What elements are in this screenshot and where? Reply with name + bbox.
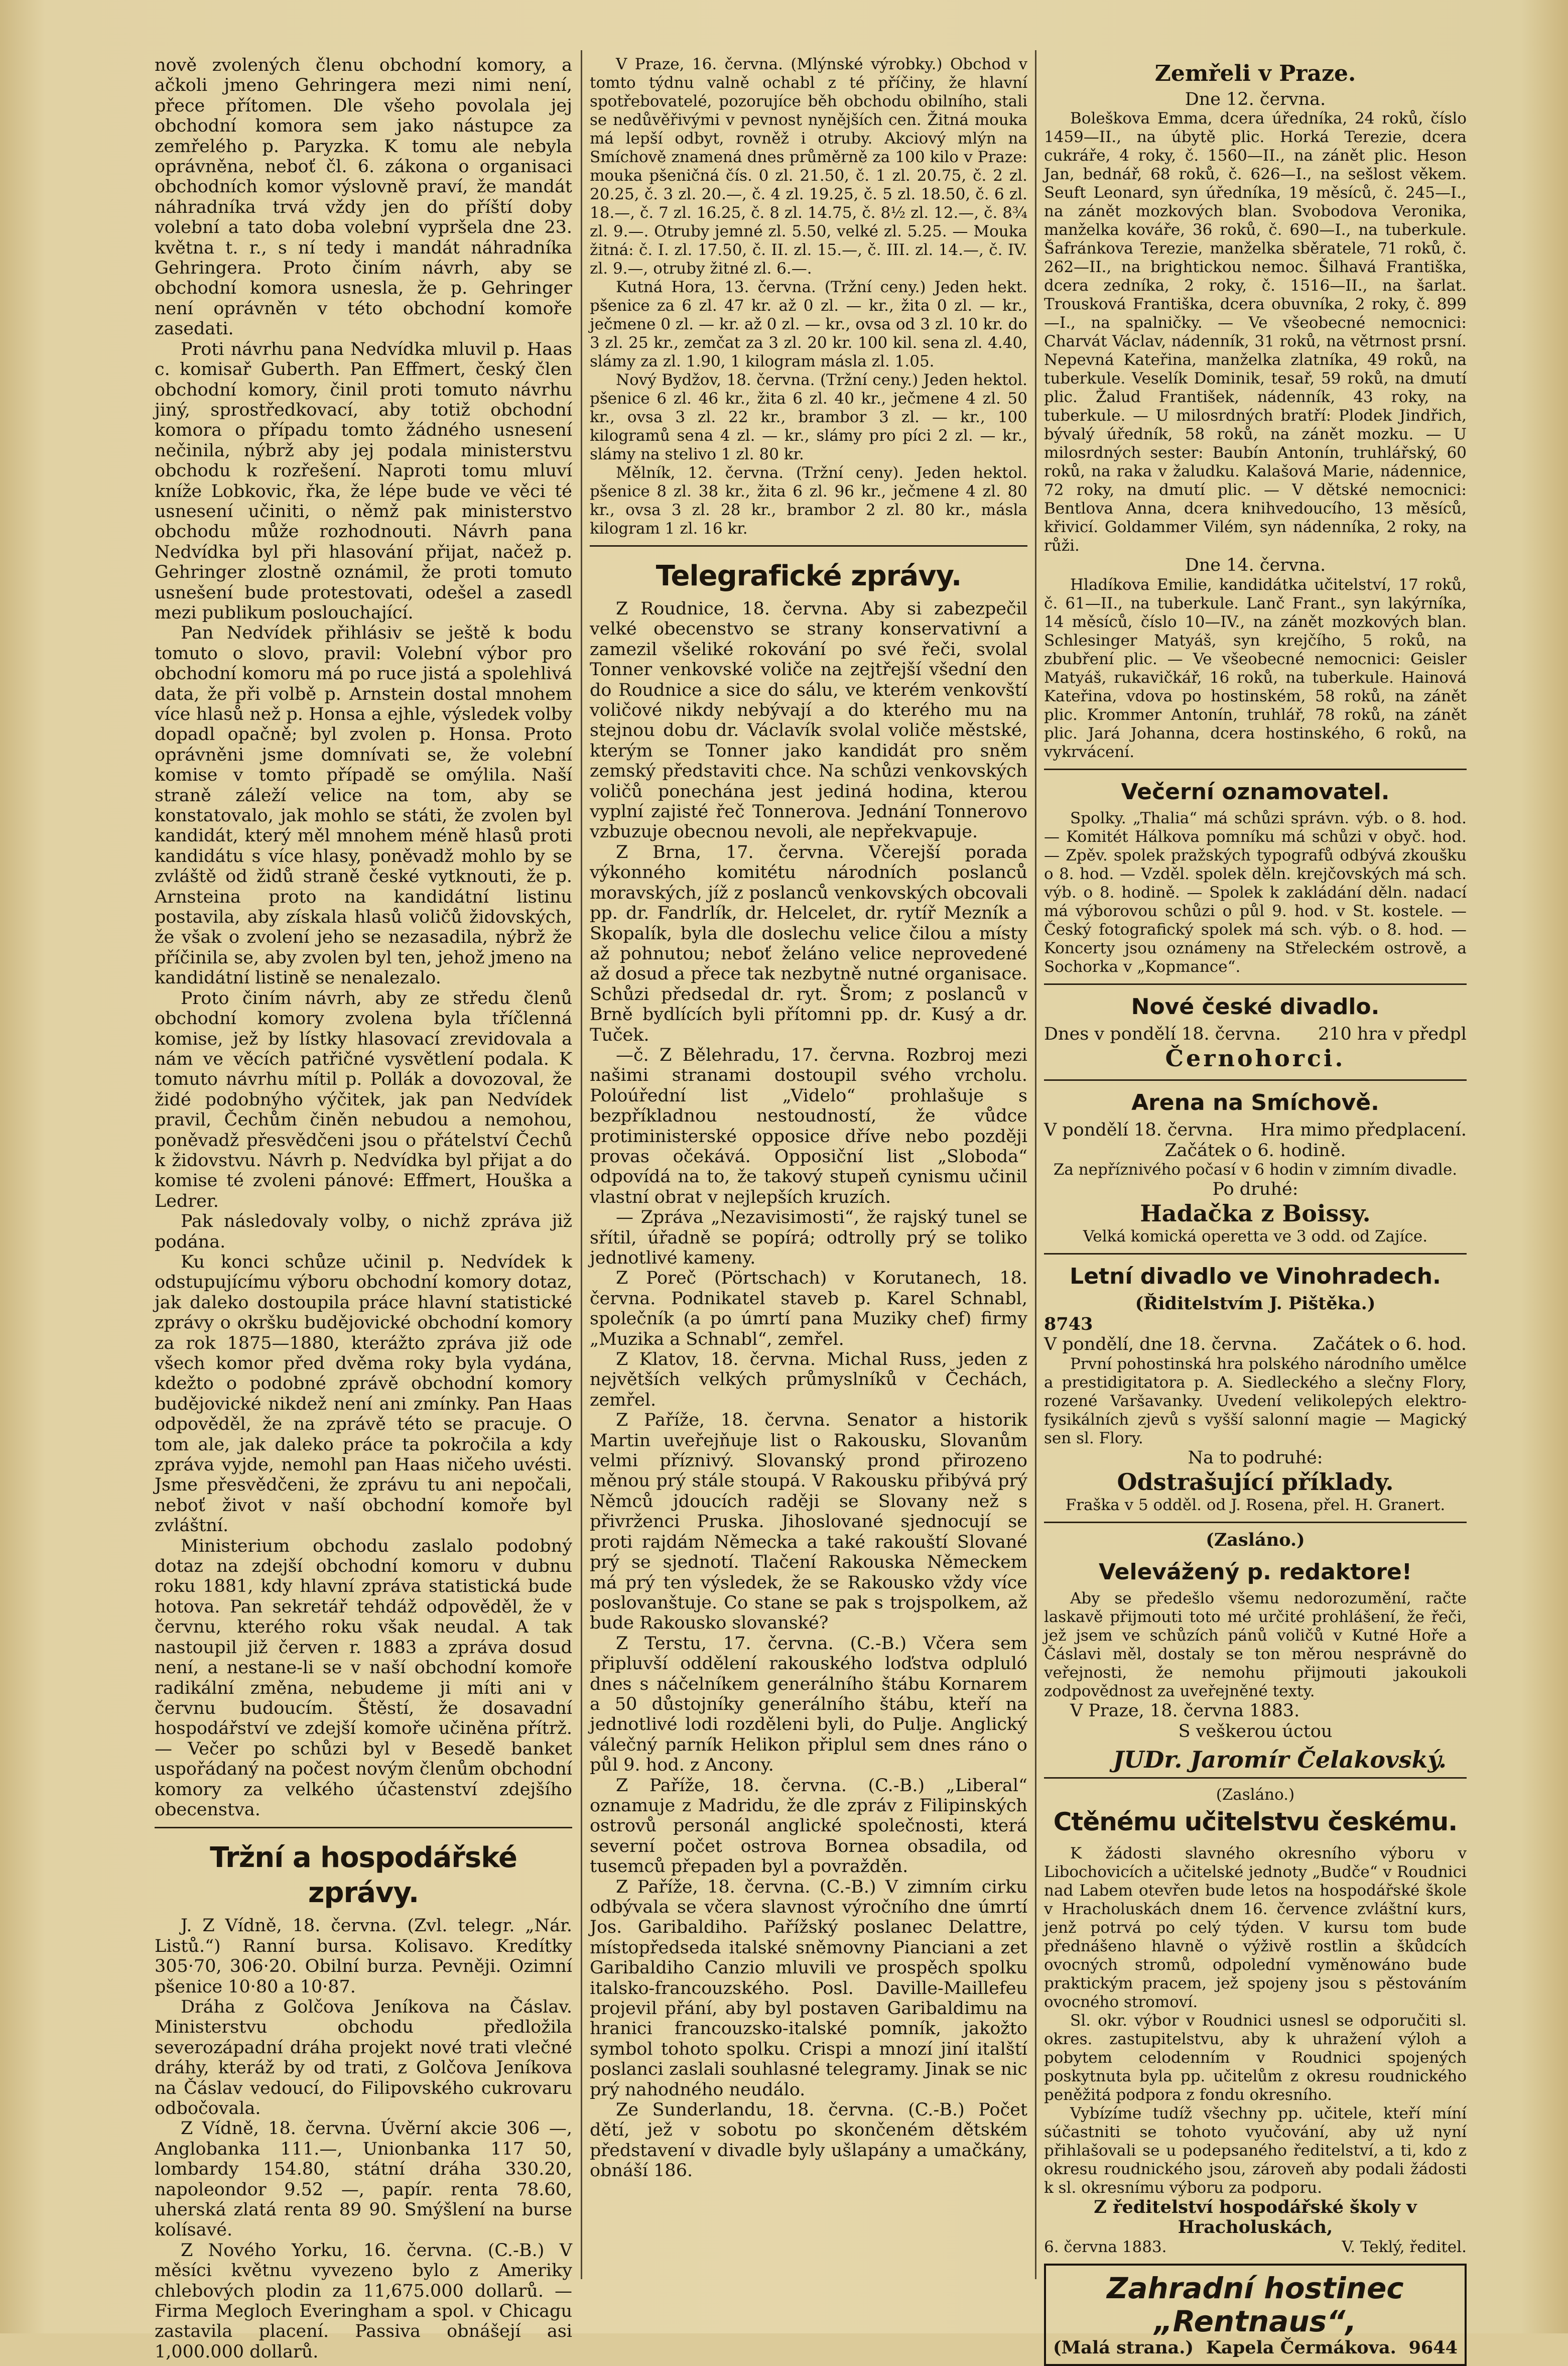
notice-text: Vybízíme tudíž všechny pp. učitele, kteří míní súčastniti se tohoto vyučování, aby už nyní přihlašovali se u podepsaného ředitelství, a ti, kdo z okresu roudnického jsou, zároveň aby podali žádosti k sl. okresnímu výboru za podporu. — [1044, 2104, 1467, 2197]
article-paragraph: Ku konci schůze učinil p. Nedvídek k odstupujícímu výboru obchodní komory dotaz, jak daleko dostoupila práce hlavní statistické zprávy o okršku budějovické obchodní komory za rok 1875—1880, kterážto zpráva již ode všech komor před dvěma roky byla vydána, kdežto o podobné zprávě obchodní komory budějovické nikdež není ani zmínky. Pan Haas odpověděl, že na zprávě této se pracuje. O tom ale, jak daleko práce ta pokročila a kdy zpráva vyjde, nemohl pan Haas ničeho uvésti. Jsme přesvědčeni, že zprávu tu ani nepočali, neboť život v naší obchodní komoře byl zvláštní. — [155, 1252, 572, 1536]
section-heading-evening: Večerní oznamovatel. — [1121, 779, 1390, 805]
column-rule — [581, 50, 582, 2279]
play-title: Černohorci. — [1165, 1045, 1346, 1072]
date-line: Dne 12. června. — [1185, 89, 1326, 109]
theatre-date: V pondělí 18. června. — [1044, 1120, 1234, 1141]
section-heading-deaths: Zemřeli v Praze. — [1154, 61, 1356, 86]
telegraph-item: Z Klatov, 18. června. Michal Russ, jeden z největších velkých průmyslníků v Čechách, zemřel. — [590, 1349, 1027, 1410]
signature: JUDr. Jaromír Čelakovský. — [1113, 1746, 1447, 1774]
grain-report: V Praze, 16. června. (Mlýnské výrobky.) Obchod v tomto týdnu valně ochabl z té příčiny, že hlavní spotřebovatelé, pozorujíce běh obchodu obilního, stali se nedůvěřivými v pevnost nynějších cen. Žitná mouka má lepší odbyt, rovněž i otruby. Akciový mlýn na Smíchově znamená dnes průměrně za 100 kilo v Praze: mouka pšeničná čís. 0 zl. 21.50, č. 1 zl. 20.75, č. 2 zl. 20.25, č. 3 zl. 20.—, č. 4 zl. 19.25, č. 5 zl. 18.50, č. 6 zl. 18.—, č. 7 zl. 16.25, č. 8 zl. 14.75, č. 8½ zl. 12.—, č. 8¾ zl. 9.—. Otruby jemné zl. 5.50, velké zl. 5.25. — Mouka žitná: č. I. zl. 17.50, č. II. zl. 15.—, č. III. zl. 14.—, č. IV. zl. 9.—, otruby žitné zl. 6.—. — [590, 55, 1027, 278]
article-paragraph: Proti návrhu pana Nedvídka mluvil p. Haas c. komisař Guberth. Pan Effmert, český člen obchodní komory, činil proti tomuto návrhu jiný, sprostředkovací, aby totiž obchodní komora o případu tomto žádného usnesení nečinila, nýbrž aby jej podala ministerstvu obchodu k rozřešení. Naproti tomu mluví kníže Lobkovic, řka, že lépe bude ve věci té usnesení učiniti, o němž pak ministerstvo obchodu může rozhodnouti. Návrh pana Nedvídka byl při hlasování přijat, načež p. Gehringer zlostně oznámil, že proti tomuto usnešení bude protestovati, odešel a zasedl mezi publikum poslouchající. — [155, 339, 572, 623]
start-time: Začátek o 6. hodině. — [1164, 1140, 1346, 1161]
market-item: J. Z Vídně, 18. června. (Zvl. telegr. „Nár. Listů.“) Ranní bursa. Kolisavo. Kredítky 305·70, 306·20. Obilní burza. Pevněji. Ozimní pšenice 10·80 a 10·87. — [155, 1916, 572, 1997]
play-description: Fraška v 5 odděl. od J. Rosena, přel. H. Granert. — [1065, 1496, 1446, 1515]
ad-number: 9644 — [1408, 2337, 1458, 2358]
column-rule — [1035, 50, 1036, 2279]
section-divider — [155, 1827, 572, 1828]
article-paragraph: Ministerium obchodu zaslalo podobný dotaz na zdejší obchodní komoru v dubnu roku 1881, kdy hlavní zpráva statistická bude hotova. Pan sekretář tehdáž odpověděl, že v červnu, kterého roku však neudal. A tak nastoupil již červen r. 1883 a zpráva dosud není, a nestane-li se v naší obchodní komoře radikální změna, nebudeme ji míti ani v červnu budoucím. Štěstí, že dosavadní hospodářství ve zdejší komoře učiněna přítrž. — Večer po schůzi byl v Besedě banket uspořádaný na počest novým členům obchodní komory za velkého účastenství zdejšího obecenstva. — [155, 1536, 572, 1820]
performance-text: První pohostinská hra polského národního umělce a prestidigitatora p. A. Siedleckého a slečny Flory, rozené Varšavanky. Uvedení velikolepých elektro-fysikálních zjevů s vyšší salonní magie — Magický sen sl. Flory. — [1044, 1354, 1467, 1447]
market-item: Z Vídně, 18. června. Úvěrní akcie 306 —, Anglobanka 111.—, Unionbanka 117 50, lombardy 154.80, státní dráha 330.20, napoleondor 9.52 —, papír. renta 78.60, uherská zlatá renta 89 90. Smýšlení na burse kolísavé. — [155, 2119, 572, 2240]
play-title: Odstrašující příklady. — [1117, 1468, 1394, 1496]
article-paragraph: Pan Nedvídek přihlásiv se ještě k bodu tomuto o slovo, pravil: Volební výbor pro obchodní komoru má po ruce jistá a spolehlivá data, že při volbě p. Arnstein dostal mnohem více hlasů než p. Honsa a ejhle, výsledek volby dopadl opačně; byl zvolen p. Honsa. Proto oprávněni jsme domnívati se, že volební komise v tomto případě se omýlila. Naší straně záleží velice na tom, aby se konstatovalo, jak mohlo se státi, že zvolen byl kandidát, který měl mnohem méně hlasů proti kandidátu s více hlasy, poněvadž mohlo by se zvláště od židů straně české vytknouti, že p. Arnsteina proto na kandidátní listinu postavila, aby získala hlasů voličů židovských, že však o zvolení jeho se nezasadila, nýbrž že příčinila se, aby zvolen byl ten, jehož jmeno na kandidátní listině se nenalezalo. — [155, 623, 572, 988]
theatre-date: V pondělí, dne 18. června. — [1044, 1334, 1278, 1355]
theatre-date-row — [1044, 1120, 1467, 1140]
rain-note: Za nepříznivého počasí v 6 hodin v zimním divadle. — [1053, 1161, 1458, 1179]
section-divider — [1044, 1253, 1467, 1255]
ad-number: 8743 — [1044, 1313, 1093, 1334]
letter-text: Aby se předešlo všemu nedorozumění, račte laskavě přijmouti toto mé určité prohlášení, že řeči, jež jsem ve schůzích pánů voličů v Kutné Hoře a Čáslavi měl, dostaly se ton měrou nesprávně do veřejnosti, že nemohu přijmouti jakoukoli zodpovědnost za uveřejněné texty. — [1044, 1589, 1467, 1701]
section-divider — [590, 545, 1027, 547]
ad-band: Kapela Čermákova. — [1206, 2337, 1396, 2358]
theatre-number: 210 hra v předpl — [1318, 1024, 1467, 1044]
theatre-heading: Arena na Smíchově. — [1131, 1090, 1379, 1116]
telegraph-item: Z Brna, 17. června. Včerejší porada výkonného komitétu národních poslanců moravských, jíž z poslanců venkovských obcovali pp. dr. Fandrlík, dr. Helcelet, dr. rytíř Mezník a Skopalík, byla dle doslechu velice čilou a místy až pohnutou; neboť želáno velice neprovedené až dosud a přece tak nezbytně nutné organisace. Schůzi předsedal dr. ryt. Šrom; z poslanců v Brně bydlících byli přítomni pp. dr. Kusý a dr. Tuček. — [590, 842, 1027, 1045]
theatre-note: Hra mimo předplacení. — [1260, 1120, 1467, 1141]
column-middle — [590, 55, 1027, 2274]
article-paragraph: nově zvolených členu obchodní komory, a ačkoli jmeno Gehringera mezi nimi není, přece přítomen. Dle všeho povolala jej obchodní komora sem jako nástupce za zemřelého p. Paryzka. K tomu ale nebyla oprávněna, neboť čl. 6. zákona o organisaci obchodních komor výslovně praví, že mandát náhradníka trvá vždy jen do příští doby volební a tato doba volební vypršela dne 23. května t. r., s ní tedy i mandát náhradníka Gehringera. Proto činím návrh, aby se obchodní komora usnesla, že p. Gehringer není oprávněn v této obchodní komoře zasedati. — [155, 55, 572, 339]
notice-footer — [1044, 2238, 1467, 2257]
performance-note: Po druhé: — [1212, 1179, 1298, 1200]
article-paragraph: Proto činím návrh, aby ze středu členů obchodní komory zvolena byla tříčlenná komise, jež by lístky hlasovací zrevidovala a nám ve věcích patřičné vysvětlení podala. K tomuto návrhu mítil p. Pollák a dovozoval, že židé podobnýho výčitek, jak pan Nedvídek pravil, Čechům činěn nebudou a nemohou, poněvadž přesvědčeni jsou o přátelství Čechů k židovstvu. Návrh p. Nedvídka byl přijat a do komise té zvoleni pánové: Effmert, Houška a Ledrer. — [155, 988, 572, 1211]
grain-report: Mělník, 12. června. (Tržní ceny). Jeden hektol. pšenice 8 zl. 38 kr., žita 6 zl. 96 kr., ječmene 4 zl. 80 kr., ovsa 3 zl. 28 kr., brambor 2 zl. 80 kr., másla kilogram 1 zl. 16 kr. — [590, 464, 1027, 538]
death-notices: Boleškova Emma, dcera úředníka, 24 roků, číslo 1459—II., na úbytě plic. Horká Terezie, dcera cukráře, 4 roky, č. 1560—II., na zánět plic. Heson Jan, bednář, 68 roků, č. 626—I., na sešlost věkem. Seuft Leonard, syn úředníka, 19 měsíců, č. 245—I., na zánět mozkových blan. Svobodova Veronika, manželka kováře, 36 roků, č. 690—I., na tuberkule. Šafránkova Terezie, manželka sběratele, 71 roků, č. 262—II., na brightickou nemoc. Šilhavá Františka, dcera zedníka, 2 roky, č. 1516—II., na šarlat. Trousková Františka, dcera obuvníka, 2 roky, č. 899—I., na spalničky. — Ve všeobecné nemocnici: Charvát Václav, nádenník, 31 roků, na větrnost prsní. Nepevná Kateřina, manželka zlatníka, 49 roků, na tuberkule. Veselík Dominik, tesař, 59 roků, na dmutí plic. Žalud František, nádenník, 43 roky, na tuberkule. — U milosrdných bratří: Plodek Jindřich, bývalý úředník, 58 roků, na zánět mozku. — U milosrdných sester: Baubín Antonín, truhlářský, 60 roků, na raka v žaludku. Kalašová Marie, nádennice, 72 roky, na dmutí plic. — V dětské nemocnici: Bentlova Anna, dcera knihvedoucího, 13 měsíců, křivicí. Goldammer Vilém, syn nádenníka, 2 roky, na růži. — [1044, 109, 1467, 555]
section-heading-market: Tržní a hospodářské zprávy. — [210, 1841, 517, 1910]
section-divider — [1044, 1777, 1467, 1779]
theatre-date: Dnes v pondělí 18. června. — [1044, 1024, 1281, 1044]
sent-in-label: (Zasláno.) — [1206, 1530, 1305, 1551]
telegraph-item: Z Terstu, 17. června. (C.-B.) Včera sem připluvší oddělení rakouského loďstva odpluló dnes s náčelníkem generálního štábu Kornarem a 50 důstojníky generálního štábu, kteří na jednotlivé lodi rozděleni byli, do Pulje. Anglický válečný parník Helikon připlul sem dnes ráno o půl 9. hod. z Ancony. — [590, 1633, 1027, 1776]
performance-note: Na to podruhé: — [1188, 1447, 1323, 1468]
notice-heading: Ctěnému učitelstvu českému. — [1053, 1807, 1458, 1836]
section-divider — [1044, 1522, 1467, 1523]
telegraph-item: Z Paříže, 18. června. Senator a historik Martin uveřejňuje list o Rakousku, Slovanům velmi příznivý. Slovanský prond přirozeno měnou prý stále stoupá. V Rakousku přibývá prý Němců jdoucích raději se Slovany než s přivrženci Pruska. Jihoslované sjednocují se proti rajdám Německa a také rakouští Slované prý se sjednotí. Tlačení Rakouska Německem má prý ten výsledek, že se Rakousko vždy více poslovanštuje. Co stane se pak s trojspolkem, až bude Rakousko slovanské? — [590, 1410, 1027, 1634]
restaurant-ad — [1044, 2264, 1467, 2366]
letter-greeting: S veškerou úctou — [1178, 1721, 1333, 1741]
notice-text: K žádosti slavného okresního výboru v Libochovicích a učitelské jednoty „Budče“ v Roudnici nad Labem otevřen bude letos na hospodářské škole v Hracholuskách dnem 16. července zvláštní kurs, jenž potrvá po celý týden. V kursu tom bude přednášeno hlavně o výživě rostlin a škůdcích ovocných stromů, odpolední vyměnowáno bude praktickým pracem, jež spojeny jsou s pěstováním ovocného stromoví. — [1044, 1844, 1467, 2011]
telegraph-item: Z Paříže, 18. června. (C.-B.) V zimním cirku odbývala se včera slavnost výročního dne úmrtí Jos. Garibaldiho. Pařížský poslanec Delattre, místopředseda italské sněmovny Pianciani a zet Garibaldiho Canzio mluvili ve prospěch spolku italsko-francouzského. Posl. Daville-Maillefeu projevil přání, aby byl postaven Garibaldimu na hranici francouzsko-italské pomník, jakožto symbol tohoto spolku. Crispi a mnozí jiní italští poslanci zaslali souhlasné telegramy. Jinak se nic prý nahodného neudálo. — [590, 1877, 1027, 2100]
notice-signer: Z ředitelství hospodářské školy v Hracholuskách, — [1094, 2196, 1417, 2238]
section-divider — [1044, 1079, 1467, 1081]
notice-name: V. Teklý, ředitel. — [1342, 2237, 1467, 2256]
section-divider — [1044, 983, 1467, 985]
sent-in-label: (Zasláno.) — [1216, 1785, 1295, 1804]
theatre-heading: Letní divadlo ve Vinohradech. — [1070, 1264, 1441, 1290]
start-time: Začátek o 6. hod. — [1313, 1334, 1467, 1355]
telegraph-item: — Zpráva „Nezavisimosti“, že rajský tunel se sřítil, úřadně se popírá; odtrolly prý se toliko jednotlivé kameny. — [590, 1207, 1027, 1268]
theatre-date-row — [1044, 1334, 1467, 1354]
telegraph-item: —č. Z Bělehradu, 17. června. Rozbroj mezi našimi stranami dostoupil svého vrcholu. Poloúřední list „Videlo“ prohlašuje s bezpříkladnou nestoudností, že vůdce protiministerské opposice dříve nebo později provas očekává. Opposiční list „Sloboda“ odpovídá na to, že takový stupeň cynismu učinil vlastní obrat v nejlepších kruzích. — [590, 1045, 1027, 1207]
theatre-date-row — [1044, 1024, 1467, 1044]
theatre-heading: Nové české divadlo. — [1131, 993, 1380, 1020]
notice-text: Sl. okr. výbor v Roudnici usnesl se odporučiti sl. okres. zastupitelstvu, aby k uhražení výloh a pobytem celodenním v Roudnici spojených poskytnuta byla pp. učitelům z okresu roudnického peněžitá podpora z fondu okresního. — [1044, 2011, 1467, 2104]
telegraph-item: Ze Sunderlandu, 18. června. (C.-B.) Počet dětí, jež v sobotu po skončeném dětském představení v divadle byly ušlapány a umačkány, obnáší 186. — [590, 2100, 1027, 2181]
notice-date: 6. června 1883. — [1044, 2237, 1167, 2256]
section-divider — [1044, 769, 1467, 770]
letter-heading: Velevážený p. redaktore! — [1099, 1559, 1412, 1585]
telegraph-item: Z Roudnice, 18. června. Aby si zabezpečil velké obecenstvo se strany konservativní a zamezil všeliké rokování po své řeči, svolal Tonner venkovské voliče na zejtřejší všední den do Roudnice a sice do sálu, ve kterém venkovští voličové nikdy nebývají a do kterého mu na stejnou dobu dr. Václavík svolal voliče městské, kterým se Tonner jako kandidát pro sněm zemský představiti chce. Na schůzi venkovských voličů ponechána jest jediná hodina, kterou vyplní zajisté řeč Tonnerova. Jednání Tonnerovo vzbuzuje obecnou nevoli, ale nepřekvapuje. — [590, 599, 1027, 842]
column-right — [1044, 55, 1467, 2358]
ad-footer — [1053, 2338, 1458, 2358]
market-item: Z Nového Yorku, 16. června. (C.-B.) V měsíci květnu vyvezeno bylo z Ameriky chlebových plodin za 11,675.000 dollarů. — Firma Megloch Everingham a spol. v Chicagu zastavila placení. Passiva obnášejí asi 1,000.000 dollarů. — [155, 2240, 572, 2362]
grain-report: Kutná Hora, 13. června. (Tržní ceny.) Jeden hekt. pšenice za 6 zl. 47 kr. až 0 zl. — kr., žita 0 zl. — kr., ječmene 0 zl. — kr. až 0 zl. — kr., ovsa od 3 zl. 10 kr. do 3 zl. 25 kr., zemčat za 3 zl. 20 kr. 100 kil. sena zl. 4.40, slámy za zl. 1.90, 1 kilogram másla zl. 1.05. — [590, 278, 1027, 370]
play-description: Velká komická operetta ve 3 odd. od Zajíce. — [1083, 1227, 1428, 1246]
theatre-direction: (Řiditelstvím J. Pištěka.) — [1135, 1293, 1376, 1314]
play-title: Hadačka z Boissy. — [1140, 1200, 1371, 1227]
death-notices: Hladíkova Emilie, kandidátka učitelství, 17 roků, č. 61—II., na tuberkule. Lanč Frant., syn lakýrníka, 14 měsíců, číslo 10—IV., na zánět mozkových blan. Schlesinger Matyáš, syn krejčího, 5 roků, na zbubření plic. — Ve všeobecné nemocnici: Geisler Matyáš, rukavičkář, 16 roků, na tuberkule. Hainová Kateřina, vdova po hostinském, 58 roků, na zánět plic. Krommer Antonín, truhlář, 78 roků, na zánět plic. Jará Johanna, dcera hostinského, 6 roků, na vykrvácení. — [1044, 575, 1467, 761]
evening-notices: Spolky. „Thalia“ má schůzi správn. výb. o 8. hod. — Komitét Hálkova pomníku má schůzi v obyč. hod. — Zpěv. spolek pražských typografů odbývá zkoušku o 8. hod. — Vzděl. spolek děln. krejčovských má sch. výb. o 8. hodině. — Spolek k zakládání děln. nadací má výborovou schůzi o půl 9. hod. v St. kostele. — Český fotografický spolek má sch. výb. o 8. hod. — Koncerty jsou oznámeny na Střeleckém ostrově, a Sochorka v „Kopmance“. — [1044, 809, 1467, 976]
grain-report: Nový Bydžov, 18. června. (Tržní ceny.) Jeden hektol. pšenice 6 zl. 46 kr., žita 6 zl. 40 kr., ječmene 4 zl. 50 kr., ovsa 3 zl. 22 kr., brambor 3 zl. — kr., 100 kilogramů sena 4 zl. — kr., slámy pro píci 2 zl. — kr., slámy na stelivo 1 zl. 80 kr. — [590, 371, 1027, 463]
telegraph-item: Z Paříže, 18. června. (C.-B.) „Liberal“ oznamuje z Madridu, že dle zpráv z Filipinských ostrovů personál anglické společnosti, která severní počet ostrova Bornea obsadila, od tusemců přepaden byl a povražděn. — [590, 1775, 1027, 1877]
letter-date: V Praze, 18. června 1883. — [1070, 1701, 1300, 1721]
ad-title: Zahradní hostinec „Rentnaus“, — [1107, 2271, 1404, 2338]
telegraph-item: Z Poreč (Pörtschach) v Korutanech, 18. června. Podnikatel staveb p. Karel Schnabl, společník (a po úmrtí pana Muziky chef) firmy „Muzika a Schnabl“, zemřel. — [590, 1268, 1027, 1349]
ad-location: (Malá strana.) — [1053, 2337, 1194, 2358]
section-heading-telegraph: Telegrafické zprávy. — [656, 560, 962, 592]
date-line: Dne 14. června. — [1185, 555, 1326, 576]
market-item: Dráha z Golčova Jeníkova na Čáslav. Ministerstvu obchodu předložila severozápadní dráha projekt nové trati vlečné dráhy, kteráž by od trati, z Golčova Jeníkova na Čáslav vedoucí, do Filipovského cukrovaru odbočovala. — [155, 1997, 572, 2119]
column-left — [155, 55, 572, 2362]
article-paragraph: Pak následovaly volby, o nichž zpráva již podána. — [155, 1211, 572, 1252]
